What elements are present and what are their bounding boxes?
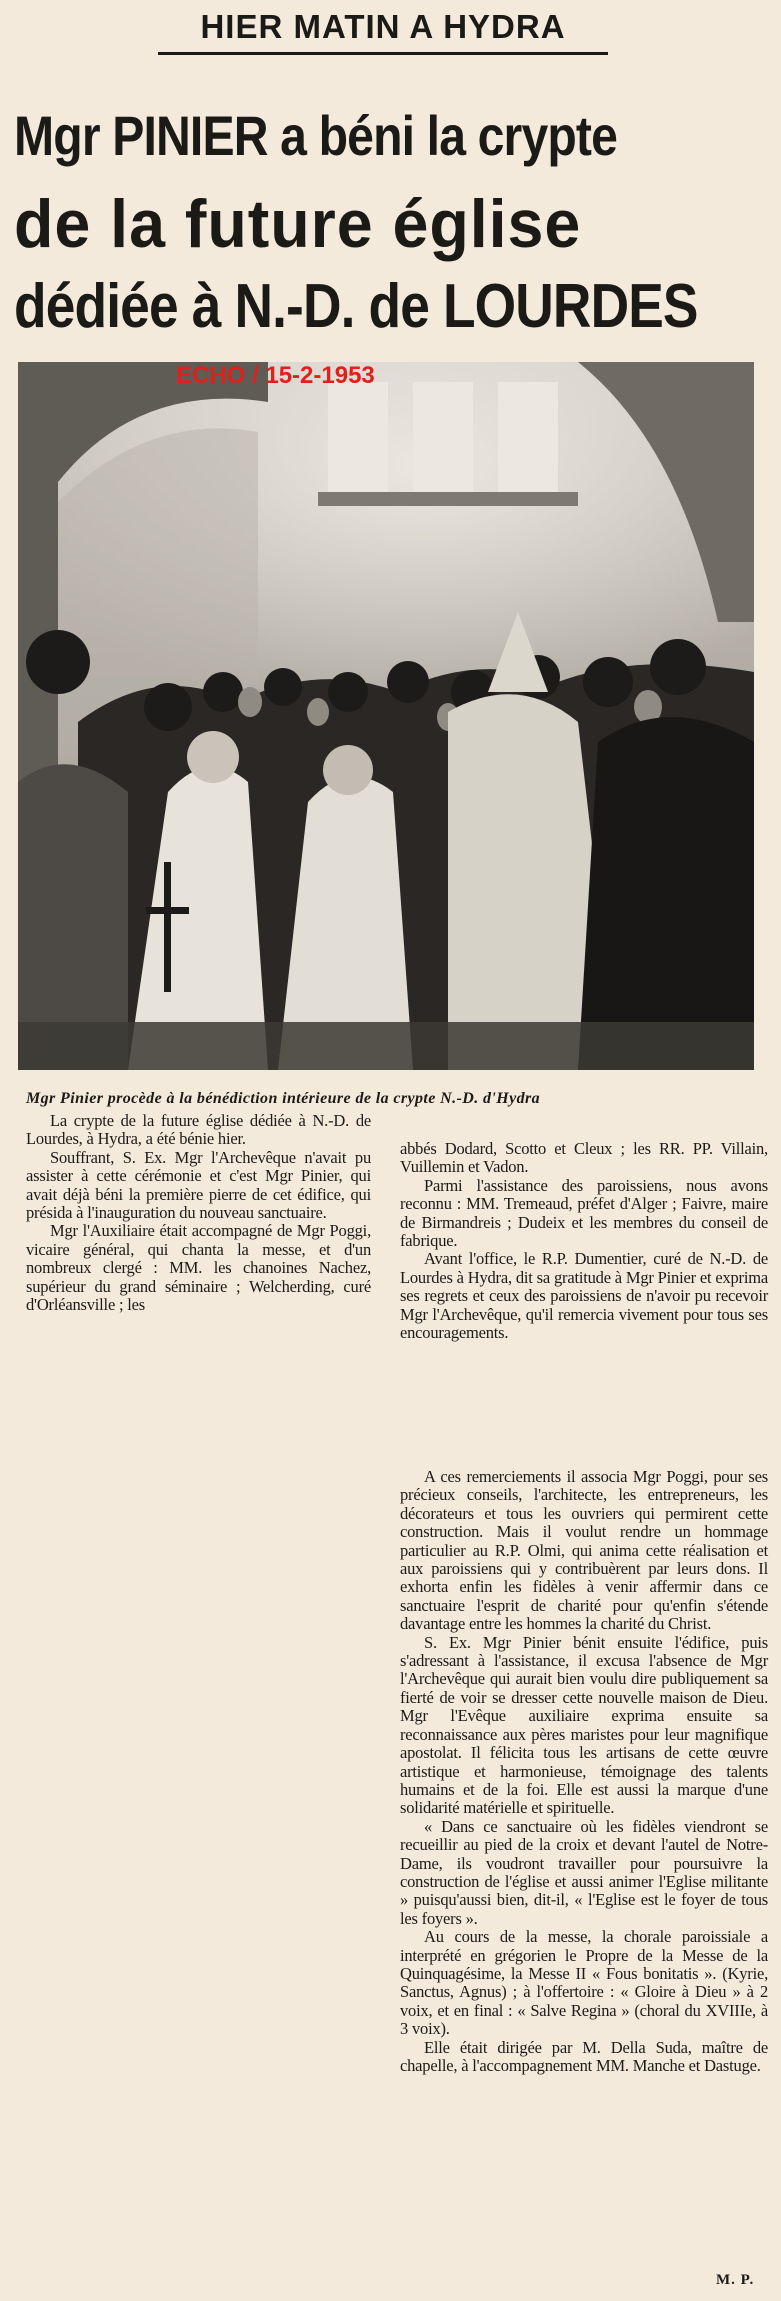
- paragraph: Parmi l'assistance des paroissiens, nous avons reconnu : MM. Tremeaud, préfet d'Alger ; Faivre, maire de Birmandreis ; Dudeix et les membres du conseil de fabrique.: [400, 1175, 768, 1251]
- paragraph: La crypte de la future église dédiée à N.-D. de Lourdes, à Hydra, a été bénie hier.: [26, 1111, 371, 1149]
- paragraph: « Dans ce sanctuaire où les fidèles viendront se recueillir au pied de la croix et devant l'autel de Notre-Dame, ils voudront travailler pour poursuivre la construction de l'église et aussi animer l'Eglise militante » puisqu'aussi bien, dit-il, « l'Eglise est le foyer de tous les foyers ».: [400, 1816, 768, 1928]
- photo-caption: Mgr Pinier procède à la bénédiction intérieure de la crypte N.-D. d'Hydra: [26, 1090, 541, 1107]
- headline-line-3: dédiée à N.-D. de LOURDES: [14, 272, 698, 341]
- author-signature: M. P.: [716, 2272, 755, 2288]
- paragraph: Souffrant, S. Ex. Mgr l'Archevêque n'avait pu assister à cette cérémonie et c'est Mgr Pinier, qui avait déjà béni la première pierre de cet édifice, qui présida à l'inauguration du nouveau sanctuaire.: [26, 1147, 371, 1223]
- paragraph: Elle était dirigée par M. Della Suda, maître de chapelle, à l'accompagnement MM. Manche et Dastuge.: [400, 2037, 768, 2075]
- paragraph: Avant l'office, le R.P. Dumentier, curé de N.-D. de Lourdes à Hydra, dit sa gratitude à Mgr Pinier et exprima ses regrets et ceux des paroissiens de n'avoir pu recevoir Mgr l'Archevêque, qu'il remercia vivement pour tous ses encouragements.: [400, 1249, 768, 1343]
- article-right-column-top: [400, 1140, 768, 1342]
- ceremony-photo-illustration: [18, 362, 754, 1070]
- ceremony-photo: [18, 362, 754, 1070]
- paragraph: A ces remerciements il associa Mgr Poggi, pour ses précieux conseils, l'architecte, les entrepreneurs, les décorateurs et tous les ouvriers qui permirent cette construction. Mais il voulut rendre un hommage particulier au R.P. Olmi, qui anima cette réalisation et aux paroissiens qui y contribuèrent par leurs dons. Il exhorta enfin les fidèles à venir affermir dans ce sanctuaire l'esprit de charité pour qu'enfin s'étende davantage entre les hommes la charité du Christ.: [400, 1467, 768, 1634]
- kicker-heading: HIER MATIN A HYDRA: [158, 8, 608, 55]
- paragraph: Au cours de la messe, la chorale paroissiale a interprété en grégorien le Propre de la Messe de la Quinquagésime, la Messe II « Fous bonitatis ». (Kyrie, Sanctus, Agnus) ; à l'offertoire : « Gloire à Dieu » à 2 voix, et en final : « Salve Regina » (choral du XVIIIe, à 3 voix).: [400, 1927, 768, 2039]
- article-left-column: [26, 1112, 371, 1314]
- paragraph: Mgr l'Auxiliaire était accompagné de Mgr Poggi, vicaire général, qui chanta la messe, et d'un nombreux clergé : MM. les chanoines Nachez, supérieur du grand séminaire ; Welcherding, curé d'Orléansville ; les: [26, 1221, 371, 1315]
- paragraph: S. Ex. Mgr Pinier bénit ensuite l'édifice, puis s'adressant à l'assistance, il excusa l'absence de Mgr l'Archevêque qui aurait bien voulu dire publiquement sa fierté de voir se dresser cette nouvelle maison de Dieu. Mgr l'Evêque auxiliaire exprima ensuite sa reconnaissance aux pères maristes pour leur magnifique apostolat. Il félicita tous les artisans de cette œuvre artistique et harmonieuse, témoignage des talents humains et de la foi. Elle est aussi la marque d'une solidarité matérielle et spirituelle.: [400, 1632, 768, 1818]
- article-right-column-bottom: [400, 1468, 768, 2075]
- paragraph: abbés Dodard, Scotto et Cleux ; les RR. PP. Villain, Vuillemin et Vadon.: [400, 1139, 768, 1177]
- headline-line-1: Mgr PINIER a béni la crypte: [14, 104, 618, 167]
- headline-line-2: de la future église: [14, 186, 582, 262]
- archive-date-stamp: ECHO / 15-2-1953: [176, 362, 375, 389]
